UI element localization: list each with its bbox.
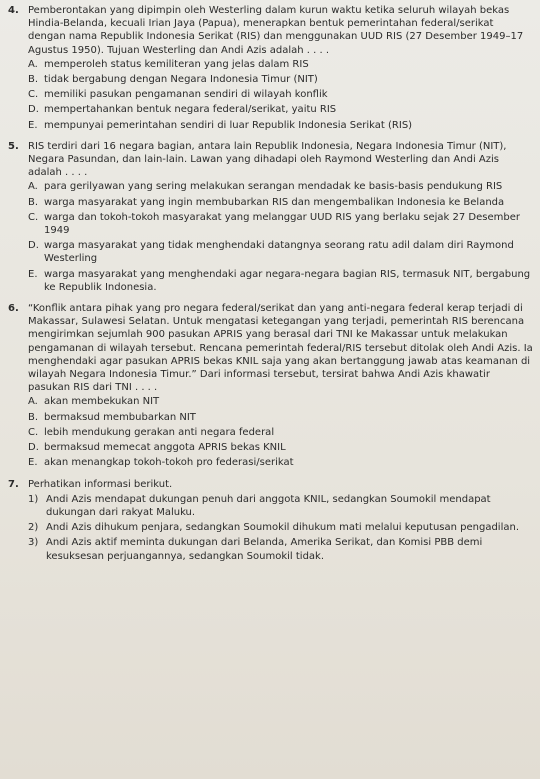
option-text: memiliki pasukan pengamanan sendiri di wilayah konflik bbox=[44, 89, 328, 101]
option-letter: C. bbox=[28, 89, 39, 101]
option-letter: A. bbox=[28, 396, 38, 408]
option-text: mempertahankan bentuk negara federal/serikat, yaitu RIS bbox=[44, 104, 337, 116]
option-text: lebih mendukung gerakan anti negara federal bbox=[44, 426, 275, 438]
option-letter: D. bbox=[28, 104, 39, 116]
statement-text: Andi Azis mendapat dukungan penuh dari anggota KNIL, sedangkan Soumokil mendapat dukungan dari rakyat Maluku. bbox=[46, 493, 491, 518]
option-letter: B. bbox=[28, 196, 39, 208]
option-letter: E. bbox=[28, 268, 38, 280]
option-text: warga masyarakat yang menghendaki agar negara-negara bagian RIS, termasuk NIT, bergabung ke Republik Indonesia. bbox=[44, 268, 531, 293]
option-text: para gerilyawan yang sering melakukan serangan mendadak ke basis-basis pendukung RIS bbox=[44, 181, 503, 193]
option-letter: B. bbox=[28, 74, 39, 86]
question-number: 6. bbox=[8, 303, 19, 315]
answer-option[interactable] bbox=[28, 239, 534, 265]
option-text: warga dan tokoh-tokoh masyarakat yang melanggar UUD RIS yang berlaku sejak 27 Desember 1949 bbox=[44, 211, 520, 237]
answer-option[interactable] bbox=[28, 211, 534, 237]
statement-number: 1) bbox=[28, 493, 39, 505]
statement-number: 2) bbox=[28, 522, 39, 534]
option-text: tidak bergabung dengan Negara Indonesia Timur (NIT) bbox=[44, 74, 318, 86]
answer-option[interactable] bbox=[28, 456, 534, 469]
answer-option[interactable] bbox=[28, 119, 534, 132]
option-text: warga masyarakat yang tidak menghendaki datangnya seorang ratu adil dalam diri Raymond Westerling bbox=[44, 240, 514, 265]
option-letter: A. bbox=[28, 58, 38, 70]
statement-item bbox=[28, 536, 534, 562]
question-4 bbox=[8, 4, 534, 134]
answer-option[interactable] bbox=[28, 58, 534, 71]
answer-option[interactable] bbox=[28, 196, 534, 209]
option-text: memperoleh status kemiliteran yang jelas dalam RIS bbox=[44, 58, 309, 70]
question-stem: Pemberontakan yang dipimpin oleh Westerling dalam kurun waktu ketika seluruh wilayah bekas Hindia-Belanda, kecuali Irian Jaya (Papua), menerapkan bentuk pemerintahan federal/serikat dengan nama Republik Indonesia Serikat (RIS) dan menggunakan UUD RIS (27 Desember 1949–17 Agustus 1950). Tujuan Westerling dan Andi Azis adalah . . . . bbox=[28, 5, 524, 56]
statement-item bbox=[28, 493, 534, 519]
question-6 bbox=[8, 302, 534, 471]
option-letter: B. bbox=[28, 411, 39, 423]
option-text: akan membekukan NIT bbox=[44, 396, 160, 408]
question-stem: “Konflik antara pihak yang pro negara federal/serikat dan yang anti-negara federal kerap terjadi di Makassar, Sulawesi Selatan. Untuk mengatasi ketegangan yang terjadi, pemerintah RIS berencana mengirimkan sejumlah 900 pasukan APRIS yang berasal dari TNI ke Makassar untuk melakukan pengamanan di wilayah tersebut. Rencana pemerintah federal/RIS tersebut ditolak oleh Andi Azis. Ia menghendaki agar pasukan APRIS bekas KNIL saja yang akan bertanggung jawab atas keamanan di wilayah Negara Indonesia Timur.” Dari informasi tersebut, tersirat bahwa Andi Azis khawatir pasukan RIS dari TNI . . . . bbox=[28, 303, 533, 394]
answer-option[interactable] bbox=[28, 103, 534, 116]
question-number: 5. bbox=[8, 140, 19, 152]
statement-text: Andi Azis dihukum penjara, sedangkan Soumokil dihukum mati melalui keputusan pengadilan. bbox=[46, 522, 520, 534]
answer-option[interactable] bbox=[28, 395, 534, 408]
option-text: akan menangkap tokoh-tokoh pro federasi/serikat bbox=[44, 457, 294, 469]
option-text: bermaksud memecat anggota APRIS bekas KNIL bbox=[44, 442, 286, 454]
option-letter: D. bbox=[28, 442, 39, 454]
answer-option[interactable] bbox=[28, 441, 534, 454]
answer-option[interactable] bbox=[28, 180, 534, 193]
option-letter: C. bbox=[28, 211, 39, 223]
option-text: warga masyarakat yang ingin membubarkan RIS dan mengembalikan Indonesia ke Belanda bbox=[44, 196, 505, 208]
option-letter: A. bbox=[28, 181, 38, 193]
question-5 bbox=[8, 140, 534, 296]
option-letter: E. bbox=[28, 119, 38, 131]
question-number: 4. bbox=[8, 5, 19, 16]
option-text: bermaksud membubarkan NIT bbox=[44, 411, 196, 423]
answer-option[interactable] bbox=[28, 411, 534, 424]
question-7 bbox=[8, 478, 534, 565]
statement-number: 3) bbox=[28, 537, 39, 549]
answer-option[interactable] bbox=[28, 426, 534, 439]
question-stem: Perhatikan informasi berikut. bbox=[28, 478, 173, 490]
option-letter: D. bbox=[28, 240, 39, 252]
answer-option[interactable] bbox=[28, 73, 534, 86]
answer-option[interactable] bbox=[28, 88, 534, 101]
answer-option[interactable] bbox=[28, 268, 534, 294]
statement-text: Andi Azis aktif meminta dukungan dari Belanda, Amerika Serikat, dan Komisi PBB demi kesuksesan perjuangannya, sedangkan Soumokil tidak. bbox=[46, 537, 483, 562]
option-letter: C. bbox=[28, 426, 39, 438]
statement-item bbox=[28, 521, 534, 534]
question-number: 7. bbox=[8, 478, 19, 490]
option-letter: E. bbox=[28, 457, 38, 469]
option-text: mempunyai pemerintahan sendiri di luar Republik Indonesia Serikat (RIS) bbox=[44, 119, 413, 131]
question-stem: RIS terdiri dari 16 negara bagian, antara lain Republik Indonesia, Negara Indonesia Timur (NIT), Negara Pasundan, dan lain-lain. Lawan yang dihadapi oleh Raymond Westerling dan Andi Azis adalah . . . . bbox=[28, 140, 507, 179]
